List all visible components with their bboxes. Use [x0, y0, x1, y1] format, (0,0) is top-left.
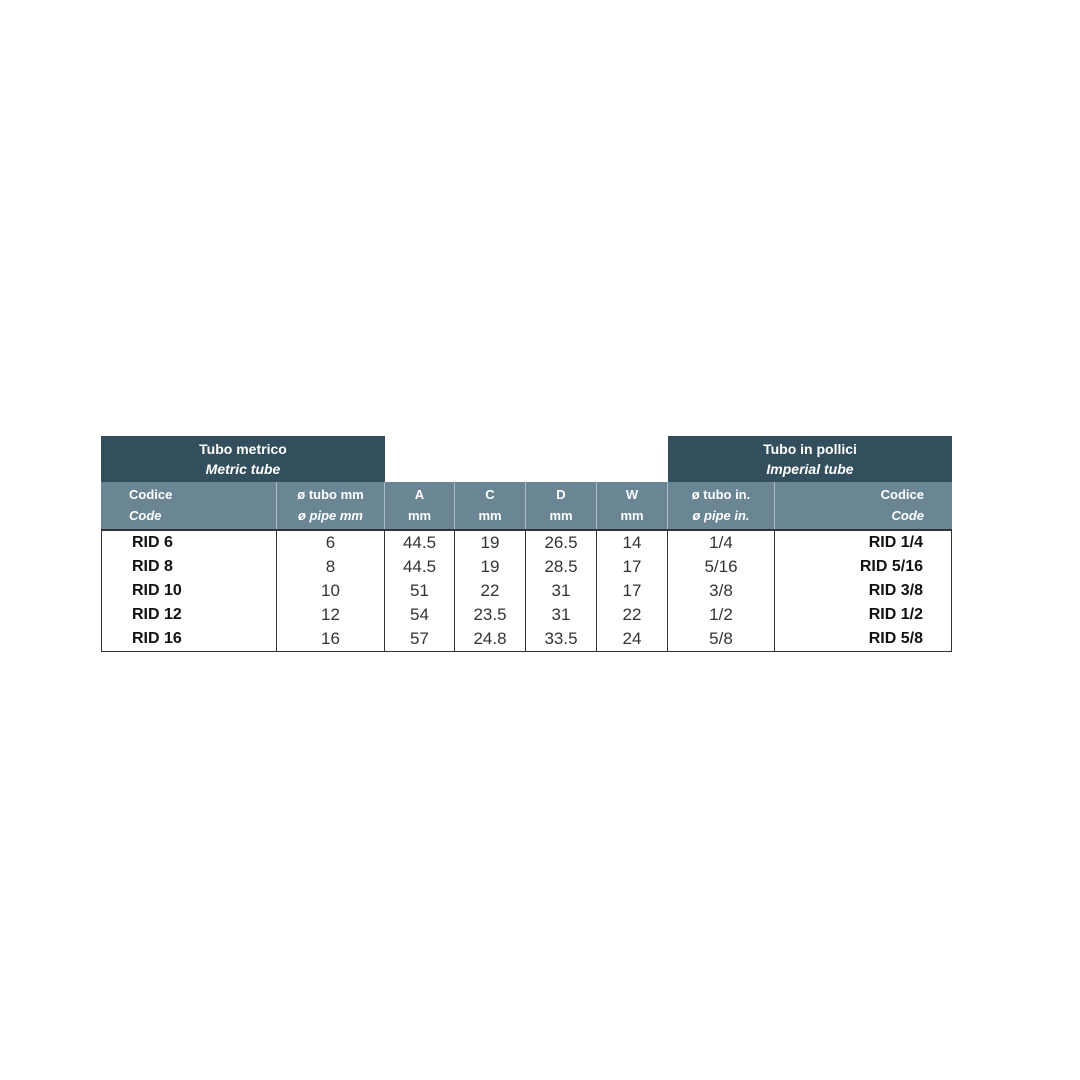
column-header-line1: ø tubo in.	[691, 487, 751, 502]
column-header-row	[101, 482, 952, 529]
metric-tube-header	[101, 436, 385, 482]
column-header-line2: Code	[891, 508, 924, 523]
pipe-in-cell: 1/2	[668, 603, 775, 627]
imperial-code-cell: RID 5/8	[868, 630, 923, 647]
pipe-in-cell: 5/8	[668, 627, 775, 651]
imperial-tube-label-en: Imperial tube	[766, 461, 854, 477]
d-cell: 31	[526, 579, 597, 603]
pipe-mm-cell: 8	[277, 555, 385, 579]
d-cell: 28.5	[526, 555, 597, 579]
pipe-mm-cell: 12	[277, 603, 385, 627]
c-cell: 19	[455, 531, 526, 555]
c-cell: 24.8	[455, 627, 526, 651]
metric-code-cell: RID 12	[102, 603, 277, 627]
metric-tube-label-en: Metric tube	[205, 461, 281, 477]
imperial-code-cell: RID 3/8	[868, 582, 923, 599]
d-cell: 31	[526, 603, 597, 627]
column-header-w	[597, 482, 668, 529]
metric-code-cell: RID 16	[102, 627, 277, 651]
column-header-line1: D	[556, 487, 566, 502]
a-cell: 57	[385, 627, 455, 651]
c-cell: 22	[455, 579, 526, 603]
column-header-line2: ø pipe mm	[297, 508, 363, 523]
d-cell: 26.5	[526, 531, 597, 555]
pipe-mm-cell: 6	[277, 531, 385, 555]
column-header-line2: mm	[407, 508, 432, 523]
column-header-pipe-mm	[277, 482, 385, 529]
column-header-line1: ø tubo mm	[297, 487, 364, 502]
column-header-line1: A	[414, 487, 425, 502]
group-header-spacer	[385, 436, 668, 482]
metric-tube-label-it: Tubo metrico	[199, 441, 287, 457]
spec-table	[101, 436, 952, 652]
column-header-pipe-in	[668, 482, 775, 529]
column-header-line1: Codice	[880, 487, 924, 502]
table-row	[102, 603, 951, 627]
metric-code-cell: RID 10	[102, 579, 277, 603]
metric-code-cell: RID 8	[102, 555, 277, 579]
column-header-line2: mm	[478, 508, 502, 523]
d-cell: 33.5	[526, 627, 597, 651]
w-cell: 24	[597, 627, 668, 651]
column-header-line2: ø pipe in.	[692, 508, 750, 523]
imperial-code-cell: RID 5/16	[859, 558, 923, 575]
pipe-mm-cell: 10	[277, 579, 385, 603]
imperial-code-cell: RID 1/2	[868, 606, 923, 623]
table-row	[102, 531, 951, 555]
column-header-line2: mm	[620, 508, 644, 523]
pipe-in-cell: 3/8	[668, 579, 775, 603]
group-header-row	[101, 436, 952, 482]
w-cell: 14	[597, 531, 668, 555]
c-cell: 23.5	[455, 603, 526, 627]
column-header-line1: C	[485, 487, 495, 502]
column-header-line2: mm	[549, 508, 573, 523]
column-header-d	[526, 482, 597, 529]
table-row	[102, 555, 951, 579]
pipe-mm-cell: 16	[277, 627, 385, 651]
column-header-code-metric	[101, 482, 277, 529]
a-cell: 44.5	[385, 555, 455, 579]
metric-code-cell: RID 6	[102, 531, 277, 555]
pipe-in-cell: 5/16	[668, 555, 775, 579]
c-cell: 19	[455, 555, 526, 579]
w-cell: 22	[597, 603, 668, 627]
pipe-in-cell: 1/4	[668, 531, 775, 555]
imperial-tube-label-it: Tubo in pollici	[763, 441, 857, 457]
table-row	[102, 579, 951, 603]
a-cell: 51	[385, 579, 455, 603]
imperial-tube-header	[668, 436, 952, 482]
column-header-line1: W	[625, 487, 639, 502]
imperial-code-cell: RID 1/4	[868, 534, 923, 551]
table-row	[102, 627, 951, 651]
w-cell: 17	[597, 579, 668, 603]
column-header-c	[455, 482, 526, 529]
column-header-code-imperial	[775, 482, 952, 529]
a-cell: 54	[385, 603, 455, 627]
column-header-line2: Code	[129, 508, 162, 523]
a-cell: 44.5	[385, 531, 455, 555]
table-body	[101, 529, 952, 652]
column-header-a	[385, 482, 455, 529]
w-cell: 17	[597, 555, 668, 579]
column-header-line1: Codice	[129, 487, 173, 502]
